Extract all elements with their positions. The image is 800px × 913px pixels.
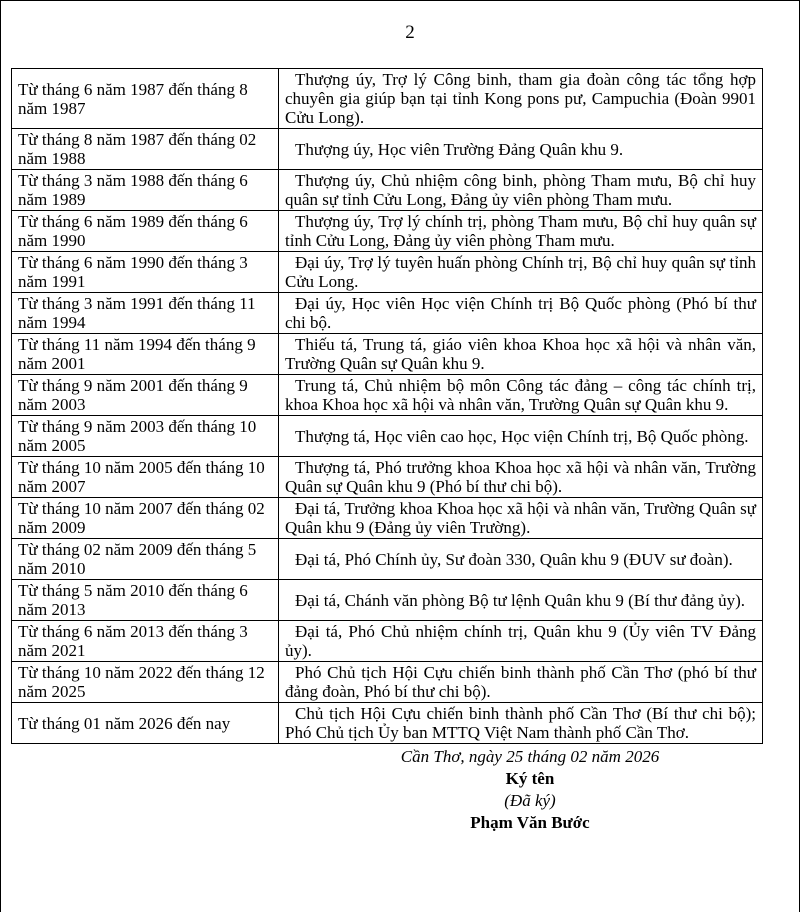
period-cell: Từ tháng 8 năm 1987 đến tháng 02 năm 1988	[12, 129, 279, 170]
position-cell: Trung tá, Chủ nhiệm bộ môn Công tác đảng – công tác chính trị, khoa Khoa học xã hội và nhân văn, Trường Quân sự Quân khu 9.	[279, 375, 763, 416]
period-cell: Từ tháng 10 năm 2005 đến tháng 10 năm 2007	[12, 457, 279, 498]
position-cell: Thượng úy, Chủ nhiệm công binh, phòng Tham mưu, Bộ chỉ huy quân sự tỉnh Cửu Long, Đảng ủy viên phòng Tham mưu.	[279, 170, 763, 211]
table-row	[12, 293, 763, 334]
position-cell: Đại tá, Chánh văn phòng Bộ tư lệnh Quân khu 9 (Bí thư đảng ủy).	[279, 580, 763, 621]
table-row	[12, 170, 763, 211]
signature-block	[330, 746, 730, 834]
position-cell: Thượng tá, Phó trưởng khoa Khoa học xã hội và nhân văn, Trường Quân sự Quân khu 9 (Phó bí thư chi bộ).	[279, 457, 763, 498]
table-row	[12, 416, 763, 457]
table-row	[12, 457, 763, 498]
page-number: 2	[405, 22, 415, 43]
position-cell: Thiếu tá, Trung tá, giáo viên khoa Khoa học xã hội và nhân văn, Trường Quân sự Quân khu 9.	[279, 334, 763, 375]
position-cell: Phó Chủ tịch Hội Cựu chiến binh thành phố Cần Thơ (phó bí thư đảng đoàn, Phó bí thư chi bộ).	[279, 662, 763, 703]
period-cell: Từ tháng 3 năm 1991 đến tháng 11 năm 1994	[12, 293, 279, 334]
period-cell: Từ tháng 6 năm 1990 đến tháng 3 năm 1991	[12, 252, 279, 293]
table-row	[12, 375, 763, 416]
table-row	[12, 539, 763, 580]
period-cell: Từ tháng 6 năm 1989 đến tháng 6 năm 1990	[12, 211, 279, 252]
position-cell: Thượng úy, Học viên Trường Đảng Quân khu 9.	[279, 129, 763, 170]
table-row	[12, 129, 763, 170]
signature-place-date: Cần Thơ, ngày 25 tháng 02 năm 2026	[400, 747, 660, 766]
position-cell: Đại tá, Phó Chính ủy, Sư đoàn 330, Quân khu 9 (ĐUV sư đoàn).	[279, 539, 763, 580]
period-cell: Từ tháng 01 năm 2026 đến nay	[12, 703, 279, 744]
table-row	[12, 69, 763, 129]
table-row	[12, 334, 763, 375]
period-cell: Từ tháng 11 năm 1994 đến tháng 9 năm 2001	[12, 334, 279, 375]
career-table	[11, 68, 763, 744]
signature-signed-note: (Đã ký)	[504, 791, 556, 810]
career-table-body	[12, 69, 763, 744]
table-row	[12, 498, 763, 539]
position-cell: Thượng úy, Trợ lý Công binh, tham gia đoàn công tác tổng hợp chuyên gia giúp bạn tại tỉnh Kong pons pư, Campuchia (Đoàn 9901 Cửu Long).	[279, 69, 763, 129]
period-cell: Từ tháng 02 năm 2009 đến tháng 5 năm 2010	[12, 539, 279, 580]
table-row	[12, 252, 763, 293]
table-row	[12, 703, 763, 744]
period-cell: Từ tháng 6 năm 1987 đến tháng 8 năm 1987	[12, 69, 279, 129]
period-cell: Từ tháng 9 năm 2003 đến tháng 10 năm 2005	[12, 416, 279, 457]
table-row	[12, 580, 763, 621]
signer-name: Phạm Văn Bước	[470, 813, 590, 832]
position-cell: Đại tá, Phó Chủ nhiệm chính trị, Quân khu 9 (Ủy viên TV Đảng ủy).	[279, 621, 763, 662]
position-cell: Đại tá, Trưởng khoa Khoa học xã hội và nhân văn, Trường Quân sự Quân khu 9 (Đảng ủy viên Trường).	[279, 498, 763, 539]
position-cell: Đại úy, Trợ lý tuyên huấn phòng Chính trị, Bộ chỉ huy quân sự tỉnh Cửu Long.	[279, 252, 763, 293]
position-cell: Thượng tá, Học viên cao học, Học viện Chính trị, Bộ Quốc phòng.	[279, 416, 763, 457]
signature-label: Ký tên	[505, 769, 555, 788]
period-cell: Từ tháng 10 năm 2007 đến tháng 02 năm 2009	[12, 498, 279, 539]
period-cell: Từ tháng 10 năm 2022 đến tháng 12 năm 2025	[12, 662, 279, 703]
period-cell: Từ tháng 5 năm 2010 đến tháng 6 năm 2013	[12, 580, 279, 621]
period-cell: Từ tháng 9 năm 2001 đến tháng 9 năm 2003	[12, 375, 279, 416]
position-cell: Thượng úy, Trợ lý chính trị, phòng Tham mưu, Bộ chỉ huy quân sự tỉnh Cửu Long, Đảng ủy viên phòng Tham mưu.	[279, 211, 763, 252]
position-cell: Đại úy, Học viên Học viện Chính trị Bộ Quốc phòng (Phó bí thư chi bộ.	[279, 293, 763, 334]
table-row	[12, 211, 763, 252]
table-row	[12, 621, 763, 662]
table-row	[12, 662, 763, 703]
period-cell: Từ tháng 3 năm 1988 đến tháng 6 năm 1989	[12, 170, 279, 211]
position-cell: Chủ tịch Hội Cựu chiến binh thành phố Cần Thơ (Bí thư chi bộ); Phó Chủ tịch Ủy ban MTTQ Việt Nam thành phố Cần Thơ.	[279, 703, 763, 744]
period-cell: Từ tháng 6 năm 2013 đến tháng 3 năm 2021	[12, 621, 279, 662]
